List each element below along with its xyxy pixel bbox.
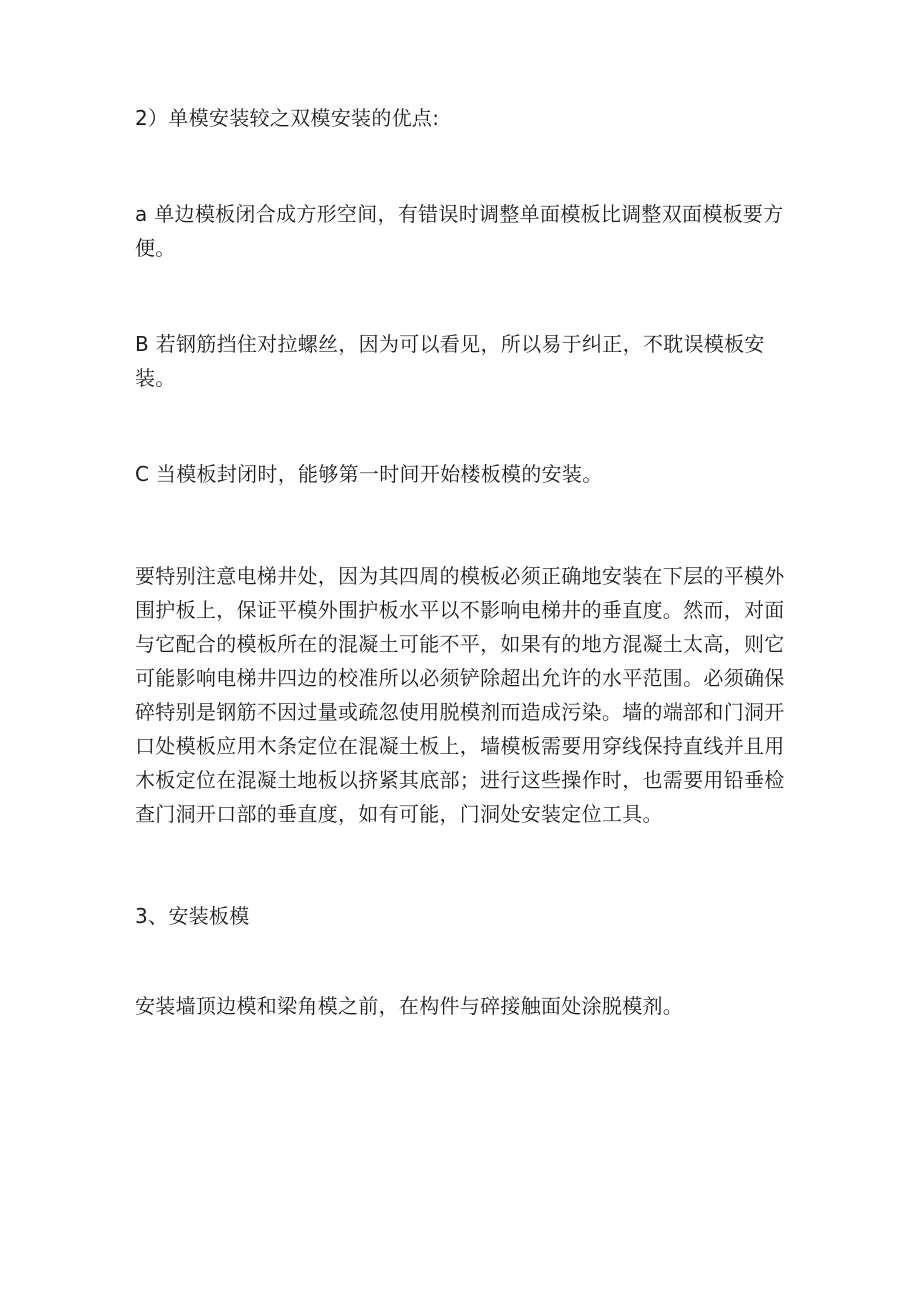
- paragraph-spacer: [135, 491, 795, 559]
- paragraph-elevator-shaft: 要特别注意电梯井处，因为其四周的模板必须正确地安装在下层的平模外围护板上，保证平模外围护板水平以不影响电梯井的垂直度。然而，对面与它配合的模板所在的混凝土可能不平，如果有的地方混凝土太高，则它可能影响电梯井四边的校准所以必须铲除超出允许的水平范围。必须确保碎特别是钢筋不因过量或疏忽使用脱模剂而造成污染。墙的端部和门洞开口处模板应用木条定位在混凝土板上，墙模板需要用穿线保持直线并且用木板定位在混凝土地板以挤紧其底部；进行这些操作时，也需要用铅垂检查门洞开口部的垂直度，如有可能，门洞处安装定位工具。: [135, 564, 785, 826]
- paragraph-spacer: [135, 135, 795, 197]
- paragraph-point-c: C 当模板封闭时，能够第一时间开始楼板模的安装。: [135, 462, 603, 486]
- paragraph-release-agent: 安装墙顶边模和梁角模之前，在构件与碎接触面处涂脱模剂。: [135, 994, 684, 1018]
- paragraph-spacer: [135, 265, 795, 327]
- paragraph-point-b: B 若钢筋挡住对拉螺丝，因为可以看见，所以易于纠正，不耽误模板安装。: [135, 332, 765, 390]
- paragraph-single-mould-heading: 2）单模安装较之双模安装的优点:: [135, 106, 440, 130]
- paragraph-spacer: [135, 933, 795, 989]
- paragraph-point-a: a 单边模板闭合成方形空间，有错误时调整单面模板比调整双面模板要方便。: [135, 202, 784, 260]
- document-body: [135, 101, 795, 1023]
- section-heading-install-slab-mould: 3、安装板模: [135, 904, 250, 928]
- paragraph-spacer: [135, 831, 795, 899]
- paragraph-spacer: [135, 395, 795, 457]
